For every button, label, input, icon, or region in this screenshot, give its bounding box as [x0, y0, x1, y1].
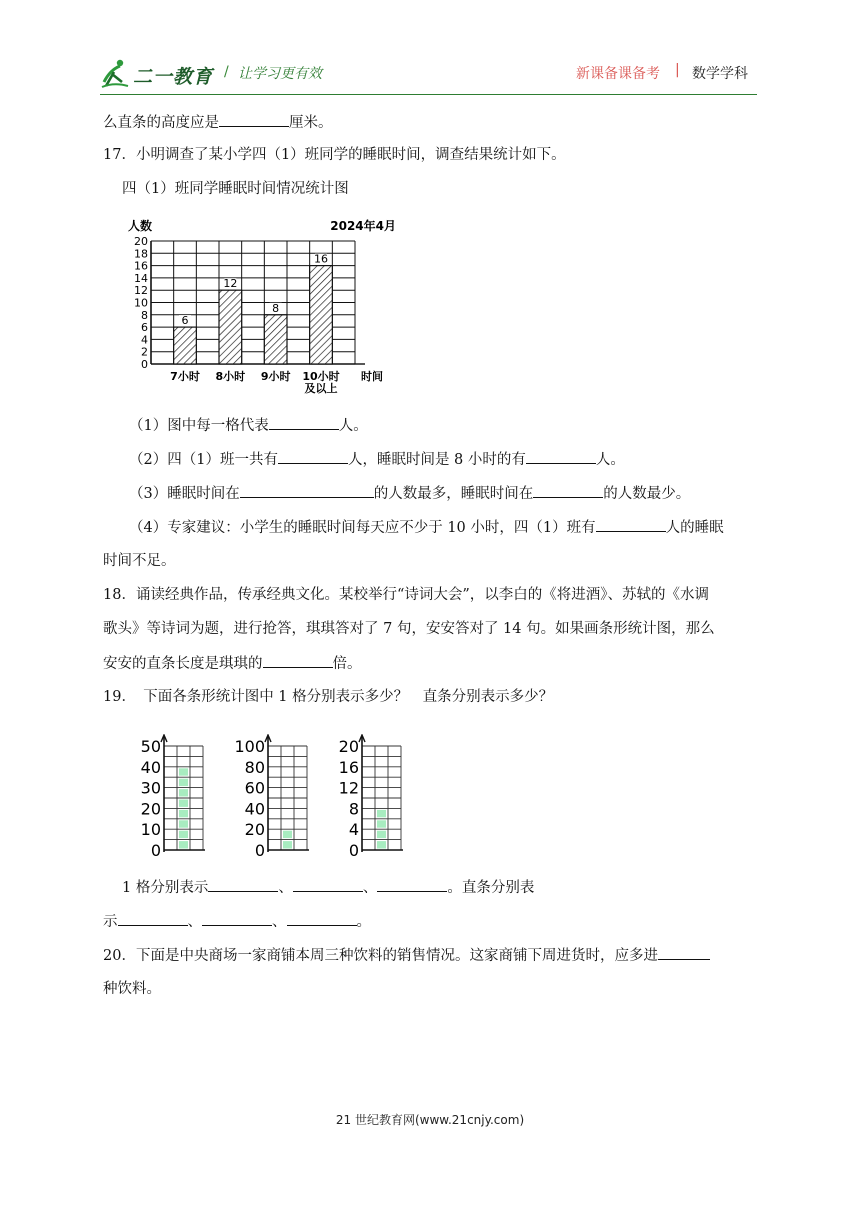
tick-label: 40 — [140, 757, 161, 777]
category-label: 9小时 — [260, 370, 291, 383]
question-20-line2: 种饮料。 — [103, 981, 161, 997]
tick-label: 16 — [134, 259, 148, 273]
header-right-a: 新课备课备考 — [576, 66, 660, 82]
sub-question-4 — [129, 517, 724, 538]
text: 人。 — [595, 452, 625, 468]
tick-label: 50 — [140, 737, 161, 756]
text: （1）图中每一格代表 — [129, 418, 269, 434]
answer-blank[interactable] — [219, 112, 289, 127]
tick-label: 40 — [244, 799, 265, 819]
answer-blank[interactable] — [526, 449, 596, 464]
bar-segment — [283, 841, 292, 848]
text: 、 — [362, 880, 378, 896]
tick-label: 2 — [141, 345, 148, 359]
header-divider — [100, 94, 757, 95]
tick-label: 20 — [244, 820, 265, 840]
category-label: 及以上 — [304, 382, 338, 394]
text: 倍。 — [332, 656, 362, 672]
date-label: 2024年4月 — [330, 219, 396, 233]
text: 人，睡眠时间是 8 小时的有 — [347, 452, 526, 468]
bar — [310, 266, 333, 364]
tick-label: 20 — [338, 737, 359, 756]
text: 的人数最少。 — [603, 486, 691, 502]
tick-label: 20 — [134, 235, 148, 248]
bar-segment — [179, 768, 188, 775]
data-label: 16 — [314, 252, 328, 266]
question-18-line1: 18．诵读经典作品，传承经典文化。某校举行“诗词大会”，以李白的《将进酒》、苏轼的《水调 — [103, 587, 710, 603]
data-label: 8 — [272, 301, 280, 315]
tick-label: 16 — [338, 757, 359, 777]
text: 20．下面是中央商场一家商铺本周三种饮料的销售情况。这家商铺下周进货时，应多进 — [103, 948, 658, 964]
bar-segment — [179, 800, 188, 807]
tick-label: 12 — [134, 284, 148, 298]
tick-label: 8 — [348, 799, 359, 819]
answer-blank[interactable] — [293, 877, 363, 892]
x-axis-label: 时间 — [361, 370, 383, 383]
answer-blank[interactable] — [658, 945, 710, 960]
sub-question-1 — [129, 415, 368, 436]
header-slash: / — [224, 64, 229, 80]
bar — [219, 290, 242, 364]
answer-blank[interactable] — [287, 911, 357, 926]
bar-segment — [377, 820, 386, 827]
category-label: 10小时 — [302, 370, 340, 383]
text: 、 — [187, 914, 202, 930]
sub-question-2 — [129, 449, 625, 470]
header-separator: | — [675, 62, 680, 78]
bar-segment — [179, 831, 188, 838]
header — [0, 50, 860, 100]
data-label: 12 — [223, 277, 238, 291]
text: 示 — [103, 914, 118, 930]
tick-label: 4 — [141, 333, 148, 347]
q16-tail — [103, 112, 333, 133]
question-20-line1 — [103, 945, 710, 966]
question-17: 17．小明调查了某小学四（1）班同学的睡眠时间，调查结果统计如下。 — [103, 147, 566, 163]
tick-label: 20 — [140, 799, 161, 819]
bar — [174, 327, 197, 364]
small-chart-2 — [220, 734, 330, 860]
answer-blank[interactable] — [263, 653, 333, 668]
small-chart-1 — [118, 734, 218, 860]
bar-segment — [283, 831, 292, 838]
answer-blank[interactable] — [269, 415, 339, 430]
category-label: 7小时 — [170, 370, 200, 383]
answer-blank[interactable] — [118, 911, 188, 926]
answer-blank[interactable] — [278, 449, 348, 464]
answer-blank[interactable] — [533, 483, 603, 498]
bar-segment — [377, 810, 386, 817]
answer-19-line2 — [103, 911, 371, 932]
header-slogan: 让学习更有效 — [238, 66, 322, 82]
tick-label: 4 — [348, 820, 359, 840]
tick-label: 0 — [150, 841, 161, 860]
bar-segment — [179, 810, 188, 817]
sub-question-3 — [129, 483, 690, 504]
category-label: 8小时 — [215, 370, 246, 383]
logo-text: 二一教育 — [133, 66, 214, 88]
question-18-line2: 歌头》等诗词为题，进行抢答，琪琪答对了 7 句，安安答对了 14 句。如果画条形统计图，那么 — [103, 621, 715, 637]
tick-label: 8 — [141, 308, 148, 322]
answer-blank[interactable] — [596, 517, 666, 532]
answer-blank[interactable] — [202, 911, 272, 926]
tick-label: 10 — [134, 296, 148, 310]
question-19: 19． 下面各条形统计图中 1 格分别表示多少？ 直条分别表示多少？ — [103, 689, 554, 705]
text: 、 — [278, 880, 293, 896]
sleep-chart — [128, 214, 398, 394]
text: （2）四（1）班一共有 — [129, 452, 278, 468]
bar-segment — [179, 779, 188, 786]
answer-blank[interactable] — [377, 877, 447, 892]
tick-label: 14 — [134, 271, 148, 285]
logo-icon — [100, 56, 130, 90]
answer-19-line1 — [122, 877, 534, 898]
sub-question-4-cont: 时间不足。 — [103, 553, 176, 569]
bar-segment — [377, 841, 386, 848]
text: 。 — [356, 914, 371, 930]
y-axis-label: 人数 — [128, 219, 153, 233]
tick-label: 0 — [348, 841, 359, 860]
tick-label: 80 — [244, 757, 265, 777]
bar-segment — [179, 820, 188, 827]
tick-label: 0 — [141, 358, 148, 371]
chart-title: 四（1）班同学睡眠时间情况统计图 — [122, 181, 349, 197]
text: 安安的直条长度是琪琪的 — [103, 656, 263, 672]
tick-label: 0 — [254, 841, 265, 860]
data-label: 6 — [181, 314, 189, 328]
tick-label: 30 — [140, 778, 161, 798]
answer-blank[interactable] — [240, 483, 374, 498]
tick-label: 12 — [338, 778, 359, 798]
answer-blank[interactable] — [208, 877, 278, 892]
tick-label: 10 — [140, 820, 161, 840]
text: （3）睡眠时间在 — [129, 486, 240, 502]
small-chart-3 — [326, 734, 426, 860]
header-right-b: 数学学科 — [692, 66, 748, 82]
text: （4）专家建议：小学生的睡眠时间每天应不少于 10 小时，四（1）班有 — [129, 520, 596, 536]
tick-label: 60 — [244, 778, 265, 798]
text: 、 — [272, 914, 287, 930]
bar — [264, 315, 287, 364]
text: 1 格分别表示 — [122, 880, 209, 896]
text: 的人数最多，睡眠时间在 — [373, 486, 534, 502]
text: 。直条分别表 — [447, 880, 535, 896]
bar-segment — [377, 831, 386, 838]
footer: 21 世纪教育网(www.21cnjy.com) — [335, 1113, 525, 1127]
tick-label: 6 — [141, 321, 148, 335]
tick-label: 18 — [134, 247, 148, 261]
text: 人。 — [338, 418, 368, 434]
bar-segment — [179, 789, 188, 796]
text: 么直条的高度应是 — [103, 115, 219, 131]
question-18-line3 — [103, 653, 362, 674]
bar-segment — [179, 841, 188, 848]
tick-label: 100 — [234, 737, 265, 756]
text: 厘米。 — [289, 115, 333, 131]
text: 人的睡眠 — [665, 520, 724, 536]
